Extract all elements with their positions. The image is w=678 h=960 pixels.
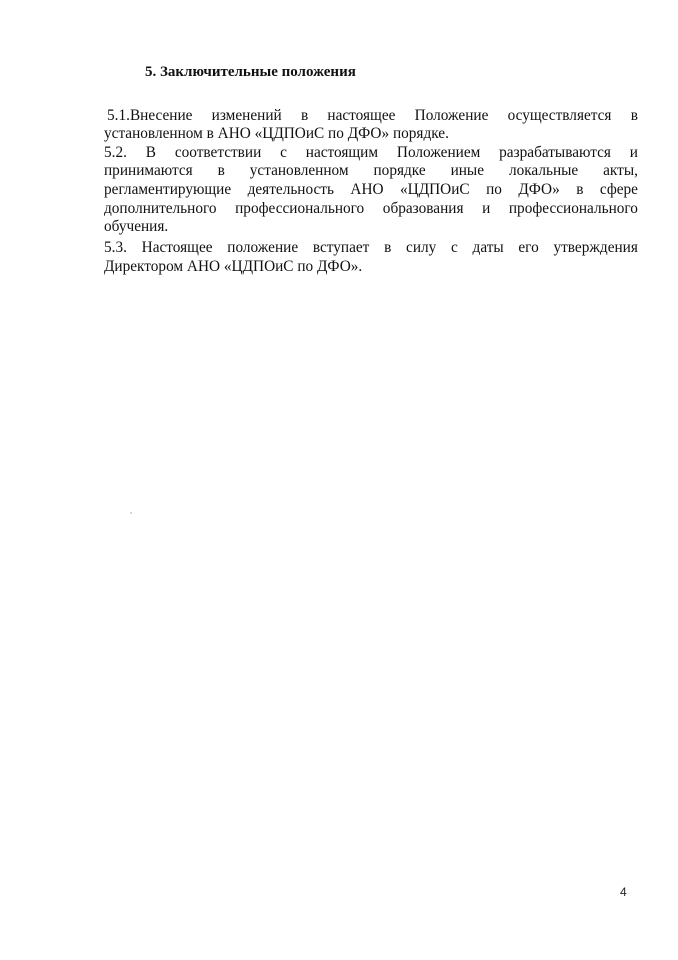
- word: с: [451, 239, 458, 256]
- word: в: [217, 162, 225, 179]
- scan-dust-mark: [130, 512, 132, 514]
- word: разрабатываются: [499, 144, 611, 161]
- word: локальные: [508, 162, 579, 179]
- word: по: [486, 181, 502, 198]
- word: и: [629, 144, 638, 161]
- word: Положение: [414, 107, 489, 124]
- word: осуществляется: [507, 107, 612, 124]
- word: ДФО»: [518, 181, 560, 198]
- word: настоящим: [305, 144, 379, 161]
- word: иные: [450, 162, 485, 179]
- word: профессионального: [235, 200, 365, 217]
- paragraph-5-2-line-5: обучения.: [104, 218, 169, 235]
- word: принимаются: [104, 162, 193, 179]
- word: акты,: [603, 162, 638, 179]
- word: В: [145, 144, 156, 161]
- word: соответствии: [174, 144, 262, 161]
- word: порядке: [373, 162, 426, 179]
- word: регламентирующие: [104, 181, 232, 198]
- word: в: [630, 107, 638, 124]
- word: 5.1.Внесение: [107, 107, 193, 124]
- paragraph-5-3-line-2: Директором АНО «ЦДПОиС по ДФО».: [104, 258, 363, 275]
- word: вступает: [312, 239, 370, 256]
- paragraph-5-1-line-1: [107, 106, 638, 125]
- paragraph-5-3-line-1: [104, 238, 638, 257]
- word: положение: [227, 239, 299, 256]
- word: Настоящее: [141, 239, 213, 256]
- section-heading: 5. Заключительные положения: [145, 64, 356, 80]
- word: и: [482, 200, 491, 217]
- paragraph-5-2-line-4: [104, 199, 638, 218]
- paragraph-5-1-line-2: установленном в АНО «ЦДПОиС по ДФО» порядке.: [104, 125, 449, 142]
- word: настоящее: [327, 107, 396, 124]
- word: в: [384, 239, 392, 256]
- word: в: [576, 181, 584, 198]
- word: профессионального: [508, 200, 638, 217]
- word: образования: [382, 200, 464, 217]
- word: «ЦДПОиС: [400, 181, 470, 198]
- word: силу: [406, 239, 437, 256]
- word: с: [280, 144, 287, 161]
- word: установленном: [249, 162, 349, 179]
- word: сфере: [599, 181, 638, 198]
- page-number: 4: [620, 885, 627, 899]
- word: 5.2.: [104, 144, 127, 161]
- word: дополнительного: [104, 200, 217, 217]
- word: его: [518, 239, 539, 256]
- word: АНО: [350, 181, 384, 198]
- word: изменений: [211, 107, 282, 124]
- word: утверждения: [553, 239, 638, 256]
- paragraph-5-2-line-3: [104, 180, 638, 199]
- paragraph-5-2-line-1: [104, 143, 638, 162]
- paragraph-5-2-line-2: [104, 161, 638, 180]
- word: 5.3.: [104, 239, 127, 256]
- word: даты: [472, 239, 504, 256]
- word: в: [300, 107, 309, 124]
- word: деятельность: [247, 181, 334, 198]
- word: Положением: [396, 144, 481, 161]
